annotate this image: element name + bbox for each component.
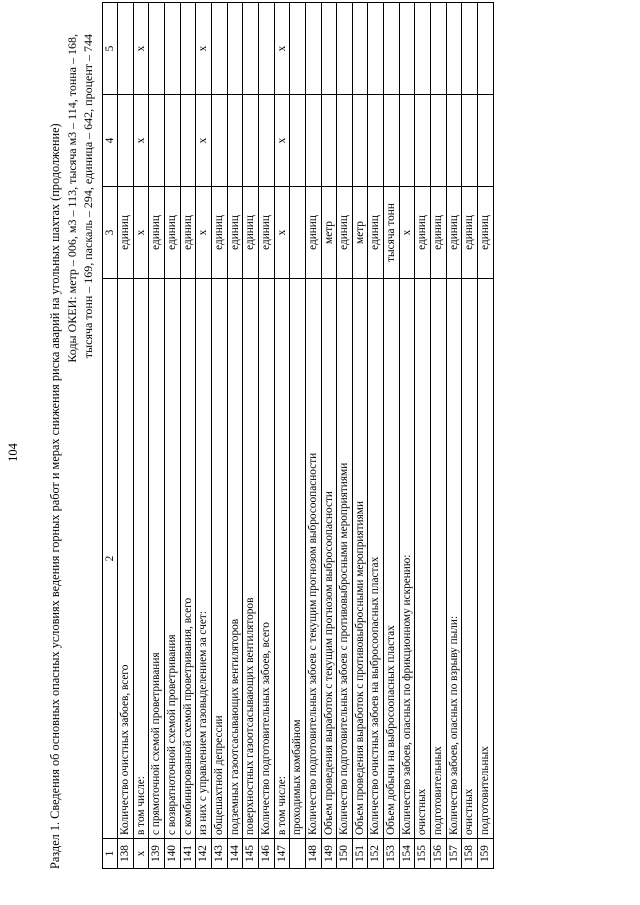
row-number-cell: 153: [384, 839, 400, 869]
row-number-cell: 147: [274, 839, 290, 869]
row-unit-cell: [290, 187, 306, 279]
row-value-cell-5[interactable]: х: [196, 3, 212, 95]
row-value-cell-5[interactable]: [415, 3, 431, 95]
table-row: [477, 3, 493, 869]
header-cell-5: 5: [102, 3, 118, 95]
row-value-cell-4[interactable]: [431, 95, 447, 187]
row-number-cell: 158: [462, 839, 478, 869]
row-number-cell: 152: [368, 839, 384, 869]
row-value-cell-4[interactable]: х: [133, 95, 149, 187]
row-value-cell-5[interactable]: [227, 3, 243, 95]
row-value-cell-4[interactable]: [290, 95, 306, 187]
row-value-cell-4[interactable]: [462, 95, 478, 187]
row-label-cell: очистных: [462, 279, 478, 839]
row-label-cell: общешахтной депрессии: [212, 279, 228, 839]
row-unit-cell: единиц: [415, 187, 431, 279]
row-label-cell: Количество забоев, опасных по фрикционному искрению:: [399, 279, 415, 839]
row-value-cell-4[interactable]: [399, 95, 415, 187]
row-value-cell-5[interactable]: х: [133, 3, 149, 95]
row-label-cell: Количество очистных забоев на выбросоопасных пластах: [368, 279, 384, 839]
okei-line-2: тысяча тонн – 169, паскаль – 294, единица – 642, процент – 744: [80, 34, 95, 359]
row-label-cell: Количество подготовительных забоев с текущим прогнозом выбросоопасности: [305, 279, 321, 839]
row-value-cell-5[interactable]: [477, 3, 493, 95]
row-value-cell-5[interactable]: х: [274, 3, 290, 95]
header-cell-2: 2: [102, 279, 118, 839]
row-value-cell-4[interactable]: [227, 95, 243, 187]
row-value-cell-5[interactable]: [165, 3, 181, 95]
row-number-cell: 154: [399, 839, 415, 869]
row-label-cell: проходимых комбайном: [290, 279, 306, 839]
row-number-cell: 140: [165, 839, 181, 869]
row-label-cell: с возвратноточной схемой проветривания: [165, 279, 181, 839]
row-label-cell: поверхностных газоотсасывающих вентиляторов: [243, 279, 259, 839]
row-label-cell: Количество очистных забоев, всего: [118, 279, 134, 839]
row-value-cell-4[interactable]: [384, 95, 400, 187]
row-value-cell-5[interactable]: [243, 3, 259, 95]
section-title: Раздел 1. Сведения об основных опасных условиях ведения горных работ и мерах снижения риска аварий на угольных шахтах (продолжение): [48, 123, 62, 869]
row-value-cell-4[interactable]: [368, 95, 384, 187]
row-label-cell: подготовительных: [431, 279, 447, 839]
table-row: [321, 3, 337, 869]
row-unit-cell: единиц: [368, 187, 384, 279]
row-label-cell: Количество забоев, опасных по взрыву пыли:: [446, 279, 462, 839]
row-number-cell: 157: [446, 839, 462, 869]
row-unit-cell: единиц: [337, 187, 353, 279]
row-value-cell-5[interactable]: [118, 3, 134, 95]
row-label-cell: с комбинированной схемой проветривания, всего: [180, 279, 196, 839]
row-label-cell: Объем проведения выработок с текущим прогнозом выбросоопасности: [321, 279, 337, 839]
page-number: 104: [6, 443, 20, 462]
row-value-cell-4[interactable]: [337, 95, 353, 187]
row-number-cell: 146: [258, 839, 274, 869]
table-row: [446, 3, 462, 869]
row-value-cell-5[interactable]: [212, 3, 228, 95]
row-value-cell-5[interactable]: [446, 3, 462, 95]
table-row: [149, 3, 165, 869]
row-unit-cell: х: [196, 187, 212, 279]
row-unit-cell: единиц: [431, 187, 447, 279]
table-row: [384, 3, 400, 869]
row-value-cell-4[interactable]: [149, 95, 165, 187]
row-value-cell-5[interactable]: [290, 3, 306, 95]
row-label-cell: Количество подготовительных забоев, всего: [258, 279, 274, 839]
row-value-cell-4[interactable]: [321, 95, 337, 187]
row-value-cell-4[interactable]: [118, 95, 134, 187]
row-number-cell: х: [133, 839, 149, 869]
row-unit-cell: единиц: [118, 187, 134, 279]
table-row: [305, 3, 321, 869]
row-value-cell-4[interactable]: [243, 95, 259, 187]
row-number-cell: 138: [118, 839, 134, 869]
row-number-cell: 156: [431, 839, 447, 869]
row-number-cell: 150: [337, 839, 353, 869]
data-table: [102, 2, 494, 869]
row-number-cell: 159: [477, 839, 493, 869]
row-value-cell-5[interactable]: [321, 3, 337, 95]
row-unit-cell: х: [133, 187, 149, 279]
row-label-cell: подготовительных: [477, 279, 493, 839]
row-value-cell-5[interactable]: [431, 3, 447, 95]
table-row: [352, 3, 368, 869]
row-label-cell: Объем добычи на выбросоопасных пластах: [384, 279, 400, 839]
row-unit-cell: тысяча тонн: [384, 187, 400, 279]
table-row: [258, 3, 274, 869]
row-label-cell: из них с управлением газовыделением за счет:: [196, 279, 212, 839]
row-value-cell-5[interactable]: [180, 3, 196, 95]
table-row: [243, 3, 259, 869]
row-unit-cell: единиц: [462, 187, 478, 279]
row-label-cell: с прямоточной схемой проветривания: [149, 279, 165, 839]
table-row: [290, 3, 306, 869]
row-unit-cell: единиц: [149, 187, 165, 279]
table-row: [399, 3, 415, 869]
row-value-cell-5[interactable]: [384, 3, 400, 95]
row-value-cell-4[interactable]: [180, 95, 196, 187]
row-label-cell: очистных: [415, 279, 431, 839]
row-unit-cell: единиц: [165, 187, 181, 279]
row-value-cell-4[interactable]: х: [274, 95, 290, 187]
row-unit-cell: х: [399, 187, 415, 279]
row-unit-cell: х: [274, 187, 290, 279]
row-number-cell: 151: [352, 839, 368, 869]
row-unit-cell: метр: [352, 187, 368, 279]
row-value-cell-4[interactable]: [212, 95, 228, 187]
row-number-cell: 142: [196, 839, 212, 869]
header-cell-4: 4: [102, 95, 118, 187]
row-unit-cell: единиц: [446, 187, 462, 279]
row-value-cell-4[interactable]: [477, 95, 493, 187]
table-row: [274, 3, 290, 869]
row-value-cell-4[interactable]: [415, 95, 431, 187]
table-row: [431, 3, 447, 869]
table-row: [165, 3, 181, 869]
row-value-cell-5[interactable]: [399, 3, 415, 95]
row-unit-cell: единиц: [243, 187, 259, 279]
table-row: [415, 3, 431, 869]
row-value-cell-5[interactable]: [149, 3, 165, 95]
row-value-cell-5[interactable]: [352, 3, 368, 95]
row-value-cell-5[interactable]: [337, 3, 353, 95]
table-row: [133, 3, 149, 869]
okei-codes: [65, 30, 96, 869]
table-row: [462, 3, 478, 869]
row-unit-cell: единиц: [305, 187, 321, 279]
row-value-cell-4[interactable]: х: [196, 95, 212, 187]
row-number-cell: [290, 839, 306, 869]
row-value-cell-5[interactable]: [462, 3, 478, 95]
row-value-cell-5[interactable]: [368, 3, 384, 95]
row-value-cell-4[interactable]: [352, 95, 368, 187]
table-row: [227, 3, 243, 869]
row-label-cell: Объем проведения выработок с противовыбросными мероприятиями: [352, 279, 368, 839]
row-unit-cell: единиц: [212, 187, 228, 279]
row-label-cell: в том числе:: [274, 279, 290, 839]
table-header-row: [102, 3, 118, 869]
row-unit-cell: единиц: [180, 187, 196, 279]
table-row: [180, 3, 196, 869]
row-value-cell-5[interactable]: [305, 3, 321, 95]
row-label-cell: Количество подготовительных забоев с противовыбросными мероприятиями: [337, 279, 353, 839]
table-row: [337, 3, 353, 869]
row-unit-cell: единиц: [258, 187, 274, 279]
row-number-cell: 145: [243, 839, 259, 869]
table-row: [118, 3, 134, 869]
row-number-cell: 143: [212, 839, 228, 869]
header-cell-1: 1: [102, 839, 118, 869]
row-number-cell: 144: [227, 839, 243, 869]
row-value-cell-4[interactable]: [165, 95, 181, 187]
row-number-cell: 148: [305, 839, 321, 869]
row-number-cell: 141: [180, 839, 196, 869]
table-row: [368, 3, 384, 869]
table-row: [212, 3, 228, 869]
row-label-cell: подземных газоотсасывающих вентиляторов: [227, 279, 243, 839]
row-value-cell-4[interactable]: [258, 95, 274, 187]
row-number-cell: 139: [149, 839, 165, 869]
row-label-cell: в том числе:: [133, 279, 149, 839]
row-number-cell: 155: [415, 839, 431, 869]
table-row: [196, 3, 212, 869]
okei-line-1: Коды ОКЕИ: метр – 006, м3 – 113, тысяча м3 – 114, тонна – 168,: [65, 34, 80, 363]
row-value-cell-4[interactable]: [305, 95, 321, 187]
row-unit-cell: единиц: [227, 187, 243, 279]
row-number-cell: 149: [321, 839, 337, 869]
row-value-cell-5[interactable]: [258, 3, 274, 95]
header-cell-3: 3: [102, 187, 118, 279]
row-unit-cell: метр: [321, 187, 337, 279]
row-unit-cell: единиц: [477, 187, 493, 279]
row-value-cell-4[interactable]: [446, 95, 462, 187]
